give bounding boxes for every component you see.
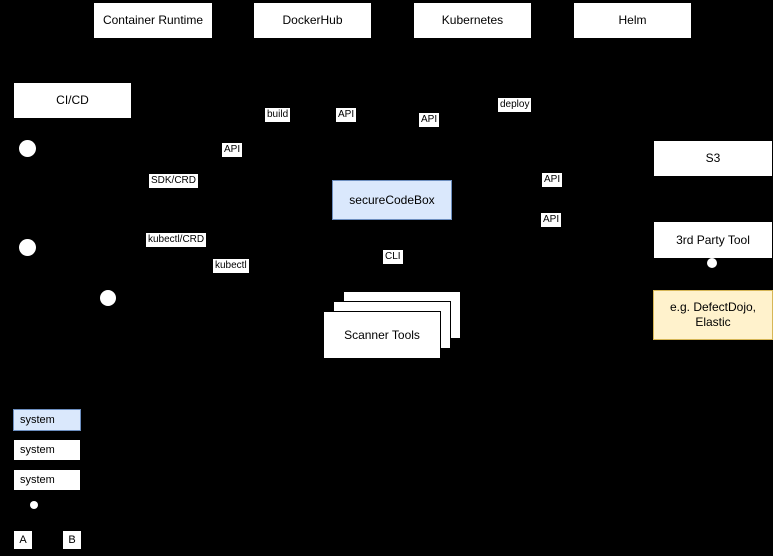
edge-label-sdk-crd: SDK/CRD — [151, 175, 197, 186]
node-defectdojo-elastic[interactable] — [653, 290, 773, 340]
node-scanner-tools[interactable] — [323, 311, 441, 359]
legend-item-system-2 — [13, 439, 81, 461]
node-ci-cd[interactable] — [13, 82, 132, 119]
actor-dot-3 — [100, 290, 116, 306]
node-label: Scanner Tools — [344, 327, 420, 342]
legend-label: system — [20, 414, 55, 426]
node-dockerhub[interactable] — [253, 2, 372, 39]
legend-label: system — [20, 444, 55, 456]
legend-letter-a — [13, 530, 33, 550]
node-s3[interactable] — [653, 140, 773, 177]
node-label: S3 — [705, 151, 721, 165]
legend-label: system — [20, 474, 55, 486]
legend-item-system-3 — [13, 469, 81, 491]
node-kubernetes[interactable] — [413, 2, 532, 39]
node-label: Container Runtime — [102, 13, 204, 27]
edge-label-api-cicd: API — [224, 144, 241, 155]
edge-label-api-s3: API — [544, 174, 561, 185]
third-party-connector-dot — [707, 258, 717, 268]
node-label: Kubernetes — [441, 13, 504, 27]
node-3rd-party-tool[interactable] — [653, 221, 773, 259]
edge-label-api-kubernetes: API — [421, 114, 438, 125]
edge-label-build: build — [267, 109, 289, 120]
edge-label-deploy: deploy — [500, 99, 530, 110]
node-label: 3rd Party Tool — [676, 232, 750, 247]
node-helm[interactable] — [573, 2, 692, 39]
legend-letter-b — [62, 530, 82, 550]
edge-label-cli: CLI — [385, 251, 401, 262]
node-label: e.g. DefectDojo, Elastic — [669, 300, 757, 329]
node-label: secureCodeBox — [349, 192, 435, 207]
legend-letter-label: B — [68, 534, 76, 546]
legend-letter-label: A — [19, 534, 27, 546]
legend-item-system-accent — [13, 409, 81, 431]
node-securecodebox[interactable] — [332, 180, 452, 220]
actor-dot-1 — [19, 140, 36, 157]
actor-dot-2 — [19, 239, 36, 256]
node-label: CI/CD — [56, 93, 89, 107]
node-label: Helm — [618, 13, 647, 27]
legend-actor-dot — [30, 501, 38, 509]
edge-label-kubectl-crd: kubectl/CRD — [148, 234, 205, 245]
edge-label-api-3rd-party: API — [543, 214, 560, 225]
edge-label-api-dockerhub: API — [338, 109, 355, 120]
edge-label-kubectl: kubectl — [215, 260, 247, 271]
node-container-runtime[interactable] — [93, 2, 213, 39]
node-label: DockerHub — [282, 13, 343, 27]
